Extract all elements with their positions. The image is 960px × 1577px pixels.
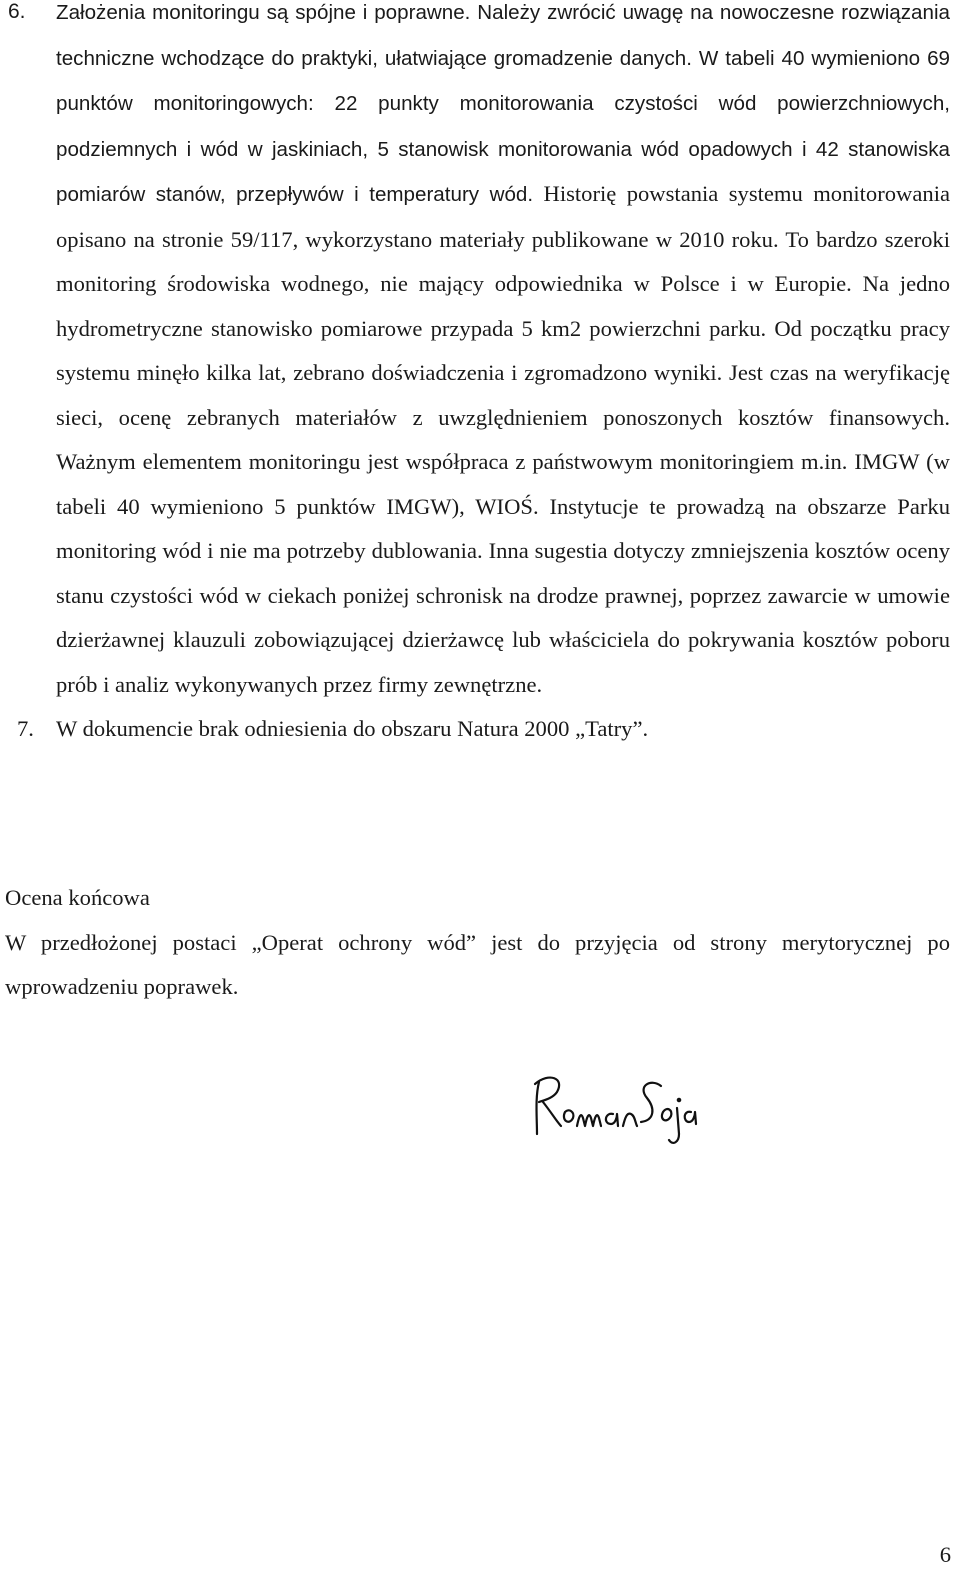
paragraph-text-serif: Historię powstania systemu monitorowania opisano na stronie 59/117, wykorzystano materiały publikowane w 2010 roku. To bardzo szeroki monitoring środowiska wodnego, nie mający odpowiednika w Polsce i w Europie. Na jedno hydrometryczne stanowisko pomiarowe przypada 5 km2 powierzchni parku. Od początku pracy systemu minęło kilka lat, zebrano doświadczenia i zgromadzono wyniki. Jest czas na weryfikację sieci, ocenę zebranych materiałów z uwzględnieniem ponoszonych kosztów finansowych. Ważnym elementem monitoringu jest współpraca z państwowym monitoringiem m.in. IMGW (w tabeli 40 wymieniono 5 punktów IMGW), WIOŚ. Instytucje te prowadzą na obszarze Parku monitoring wód i nie ma potrzeby dublowania. Inna sugestia dotyczy zmniejszenia kosztów oceny stanu czystości wód w ciekach poniżej schronisk na drodze prawnej, poprzez zawarcie w umowie dzierżawnej klauzuli zobowiązującej dzierżawcę lub właściciela do pokrywania kosztów poboru prób i analiz wykonywanych przez firmy zewnętrzne. bbox=[56, 181, 950, 697]
paragraph-text-sans: Założenia monitoringu są spójne i poprawne. Należy zwrócić uwagę na nowoczesne rozwiązania techniczne wchodzące do praktyki, ułatwiające gromadzenie danych. W tabeli 40 wymieniono 69 punktów monitoringowych: 22 punkty monitorowania czystości wód powierzchniowych, podziemnych i wód w jaskiniach, 5 stanowisk monitorowania wód opadowych i 42 stanowiska pomiarów stanów, przepływów i temperatury wód. bbox=[56, 1, 950, 206]
section-heading: Ocena końcowa bbox=[5, 885, 150, 910]
signature-image bbox=[525, 1068, 705, 1150]
list-item-7 bbox=[0, 707, 960, 752]
numbered-list bbox=[0, 0, 960, 752]
list-number: 6. bbox=[8, 0, 26, 23]
list-item-6 bbox=[0, 0, 960, 707]
paragraph-text: W dokumencie brak odniesienia do obszaru Natura 2000 „Tatry”. bbox=[56, 716, 649, 741]
assessment-text: W przedłożonej postaci „Operat ochrony wód” jest do przyjęcia od strony merytorycznej po wprowadzeniu poprawek. bbox=[5, 929, 950, 999]
list-number: 7. bbox=[17, 716, 34, 741]
page-number: 6 bbox=[939, 1542, 951, 1567]
final-assessment bbox=[5, 876, 950, 1010]
